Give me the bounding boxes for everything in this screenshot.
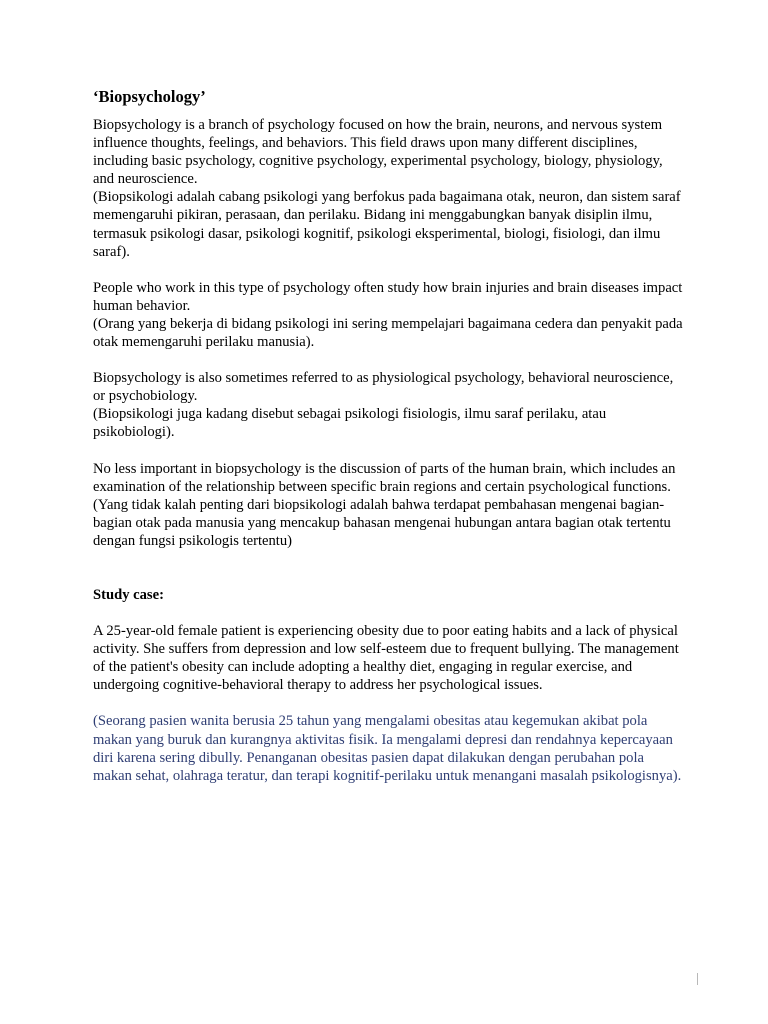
paragraph-brain-injuries: People who work in this type of psychology often study how brain injuries and brain diseases impact human behavior. (Orang yang bekerja di bidang psikologi ini sering mempelajari bagaimana cedera dan penyakit pada otak memengaruhi perilaku manusia). [93, 279, 683, 351]
study-case-english: A 25-year-old female patient is experiencing obesity due to poor eating habits and a lack of physical activity. She suffers from depression and low self-esteem due to frequent bullying. The management of the patient's obesity can include adopting a healthy diet, engaging in regular exercise, and undergoing cognitive-behavioral therapy to address her psychological issues. [93, 623, 679, 694]
study-case-indonesian: (Seorang pasien wanita berusia 25 tahun yang mengalami obesitas atau kegemukan akibat pola makan yang buruk dan kurangnya aktivitas fisik. Ia mengalami depresi dan rendahnya kepercayaan diri karena sering dibully. Penanganan obesitas pasien dapat dilakukan dengan perubahan pola makan sehat, olahraga teratur, dan terapi kognitif-perilaku untuk menangani masalah psikologisnya). [93, 713, 682, 784]
paragraph-spacer [93, 351, 683, 369]
document-page [93, 86, 683, 785]
paragraph-spacer [93, 442, 683, 460]
study-case-heading: Study case: [93, 586, 164, 603]
page-title: ‘Biopsychology’ [93, 87, 206, 106]
paragraph-spacer [93, 604, 683, 622]
page-edge-marker [697, 973, 698, 985]
section-spacer [93, 550, 683, 586]
paragraph-brain-parts: No less important in biopsychology is the discussion of parts of the human brain, which includes an examination of the relationship between specific brain regions and certain psychological functions. (Yang tidak kalah penting dari biopsikologi adalah bahwa terdapat pembahasan mengenai bagian-bagian otak pada manusia yang mencakup bahasan mengenai hubungan antara bagian otak tertentu dengan fungsi psikologis tertentu) [93, 460, 676, 549]
paragraph-spacer [93, 261, 683, 279]
paragraph-alternate-names: Biopsychology is also sometimes referred to as physiological psychology, behavioral neuroscience, or psychobiology. (Biopsikologi juga kadang disebut sebagai psikologi fisiologis, ilmu saraf perilaku, atau psikobiologi). [93, 370, 674, 441]
paragraph-definition: Biopsychology is a branch of psychology focused on how the brain, neurons, and nervous system influence thoughts, feelings, and behaviors. This field draws upon many different disciplines, including basic psychology, cognitive psychology, experimental psychology, biology, physiology, and neuroscience. (Biopsikologi adalah cabang psikologi yang berfokus pada bagaimana otak, neuron, dan sistem saraf memengaruhi pikiran, perasaan, dan perilaku. Bidang ini menggabungkan banyak disiplin ilmu, termasuk psikologi dasar, psikologi kognitif, psikologi eksperimental, biologi, fisiologi, dan ilmu saraf). [93, 117, 681, 260]
paragraph-spacer [93, 694, 683, 712]
